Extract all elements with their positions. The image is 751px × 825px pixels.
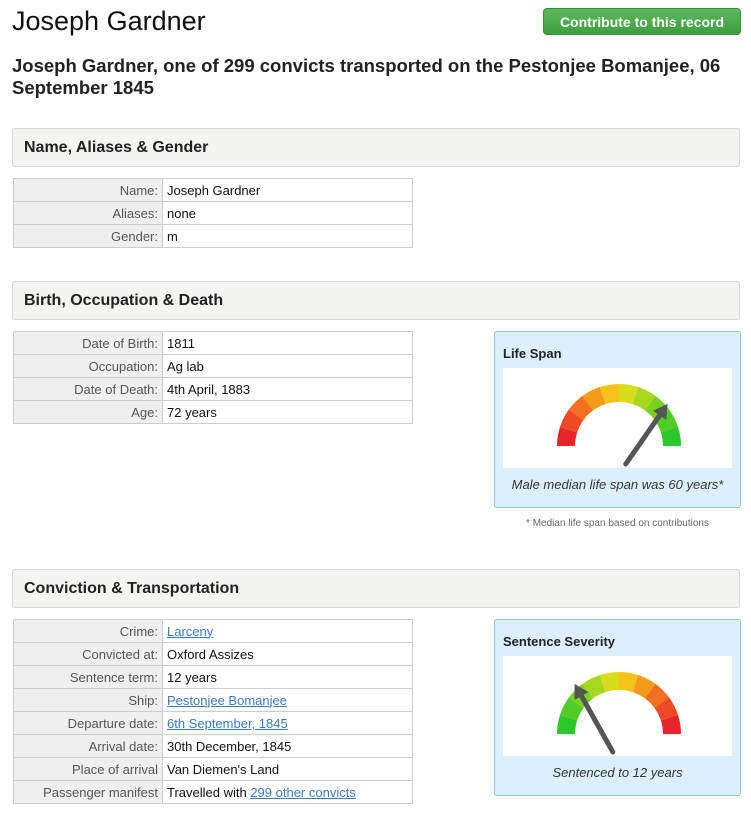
- birth-date-value: 1811: [163, 332, 413, 355]
- table-row: [14, 643, 413, 666]
- table-row: [14, 666, 413, 689]
- sentence-severity-panel: [494, 619, 741, 796]
- passenger-manifest-value: [163, 781, 413, 804]
- gender-value: m: [163, 225, 413, 248]
- life-span-footnote: * Median life span based on contributions: [526, 518, 709, 529]
- record-subtitle: Joseph Gardner, one of 299 convicts transported on the Pestonjee Bomanjee, 06 September 1845: [12, 55, 721, 98]
- section-header-conviction: Conviction & Transportation: [12, 569, 740, 608]
- sentence-term-value: 12 years: [163, 666, 413, 689]
- life-span-title: Life Span: [503, 346, 562, 361]
- row-label: Date of Birth:: [14, 332, 163, 355]
- convicted-at-value: Oxford Assizes: [163, 643, 413, 666]
- page-title: Joseph Gardner: [12, 6, 206, 36]
- sentence-severity-caption: Sentenced to 12 years: [552, 765, 683, 780]
- table-row: [14, 781, 413, 804]
- birth-table: [13, 331, 413, 424]
- sentence-severity-gauge: [503, 656, 732, 756]
- conviction-table: [13, 619, 413, 804]
- row-label: Ship:: [14, 689, 163, 712]
- row-label: Age:: [14, 401, 163, 424]
- row-label: Crime:: [14, 620, 163, 643]
- other-convicts-link[interactable]: 299 other convicts: [250, 784, 356, 800]
- life-span-gauge: [503, 368, 732, 468]
- row-label: Place of arrival: [14, 758, 163, 781]
- table-row: [14, 712, 413, 735]
- departure-date-link[interactable]: 6th September, 1845: [167, 715, 288, 731]
- table-row: [14, 735, 413, 758]
- row-label: Arrival date:: [14, 735, 163, 758]
- gauge-needle: [581, 696, 612, 752]
- table-row: [14, 378, 413, 401]
- contribute-button[interactable]: Contribute to this record: [543, 8, 741, 35]
- life-span-caption: Male median life span was 60 years*: [511, 477, 724, 492]
- table-row: [14, 620, 413, 643]
- table-row: [14, 355, 413, 378]
- gauge-needle: [626, 415, 660, 464]
- row-label: Sentence term:: [14, 666, 163, 689]
- table-row: [14, 401, 413, 424]
- row-label: Date of Death:: [14, 378, 163, 401]
- place-of-arrival-value: Van Diemen's Land: [163, 758, 413, 781]
- name-value: Joseph Gardner: [163, 179, 413, 202]
- life-span-panel: [494, 331, 741, 508]
- departure-date-value: [163, 712, 413, 735]
- table-row: [14, 689, 413, 712]
- sentence-severity-title: Sentence Severity: [503, 634, 616, 649]
- table-row: [14, 179, 413, 202]
- row-label: Convicted at:: [14, 643, 163, 666]
- name-table: [13, 178, 413, 248]
- age-value: 72 years: [163, 401, 413, 424]
- row-label: Aliases:: [14, 202, 163, 225]
- aliases-value: none: [163, 202, 413, 225]
- table-row: [14, 202, 413, 225]
- arrival-date-value: 30th December, 1845: [163, 735, 413, 758]
- row-label: Passenger manifest: [14, 781, 163, 804]
- life-span-gauge-area: [503, 368, 732, 468]
- manifest-prefix: Travelled with: [167, 784, 251, 800]
- ship-value: [163, 689, 413, 712]
- table-row: [14, 758, 413, 781]
- sentence-severity-gauge-area: [503, 656, 732, 756]
- table-row: [14, 332, 413, 355]
- crime-link[interactable]: Larceny: [167, 623, 214, 639]
- section-header-name: Name, Aliases & Gender: [12, 128, 740, 167]
- row-label: Occupation:: [14, 355, 163, 378]
- table-row: [14, 225, 413, 248]
- row-label: Departure date:: [14, 712, 163, 735]
- ship-link[interactable]: Pestonjee Bomanjee: [167, 692, 287, 708]
- row-label: Name:: [14, 179, 163, 202]
- section-header-birth: Birth, Occupation & Death: [12, 281, 740, 320]
- death-date-value: 4th April, 1883: [163, 378, 413, 401]
- occupation-value: Ag lab: [163, 355, 413, 378]
- row-label: Gender:: [14, 225, 163, 248]
- crime-value: [163, 620, 413, 643]
